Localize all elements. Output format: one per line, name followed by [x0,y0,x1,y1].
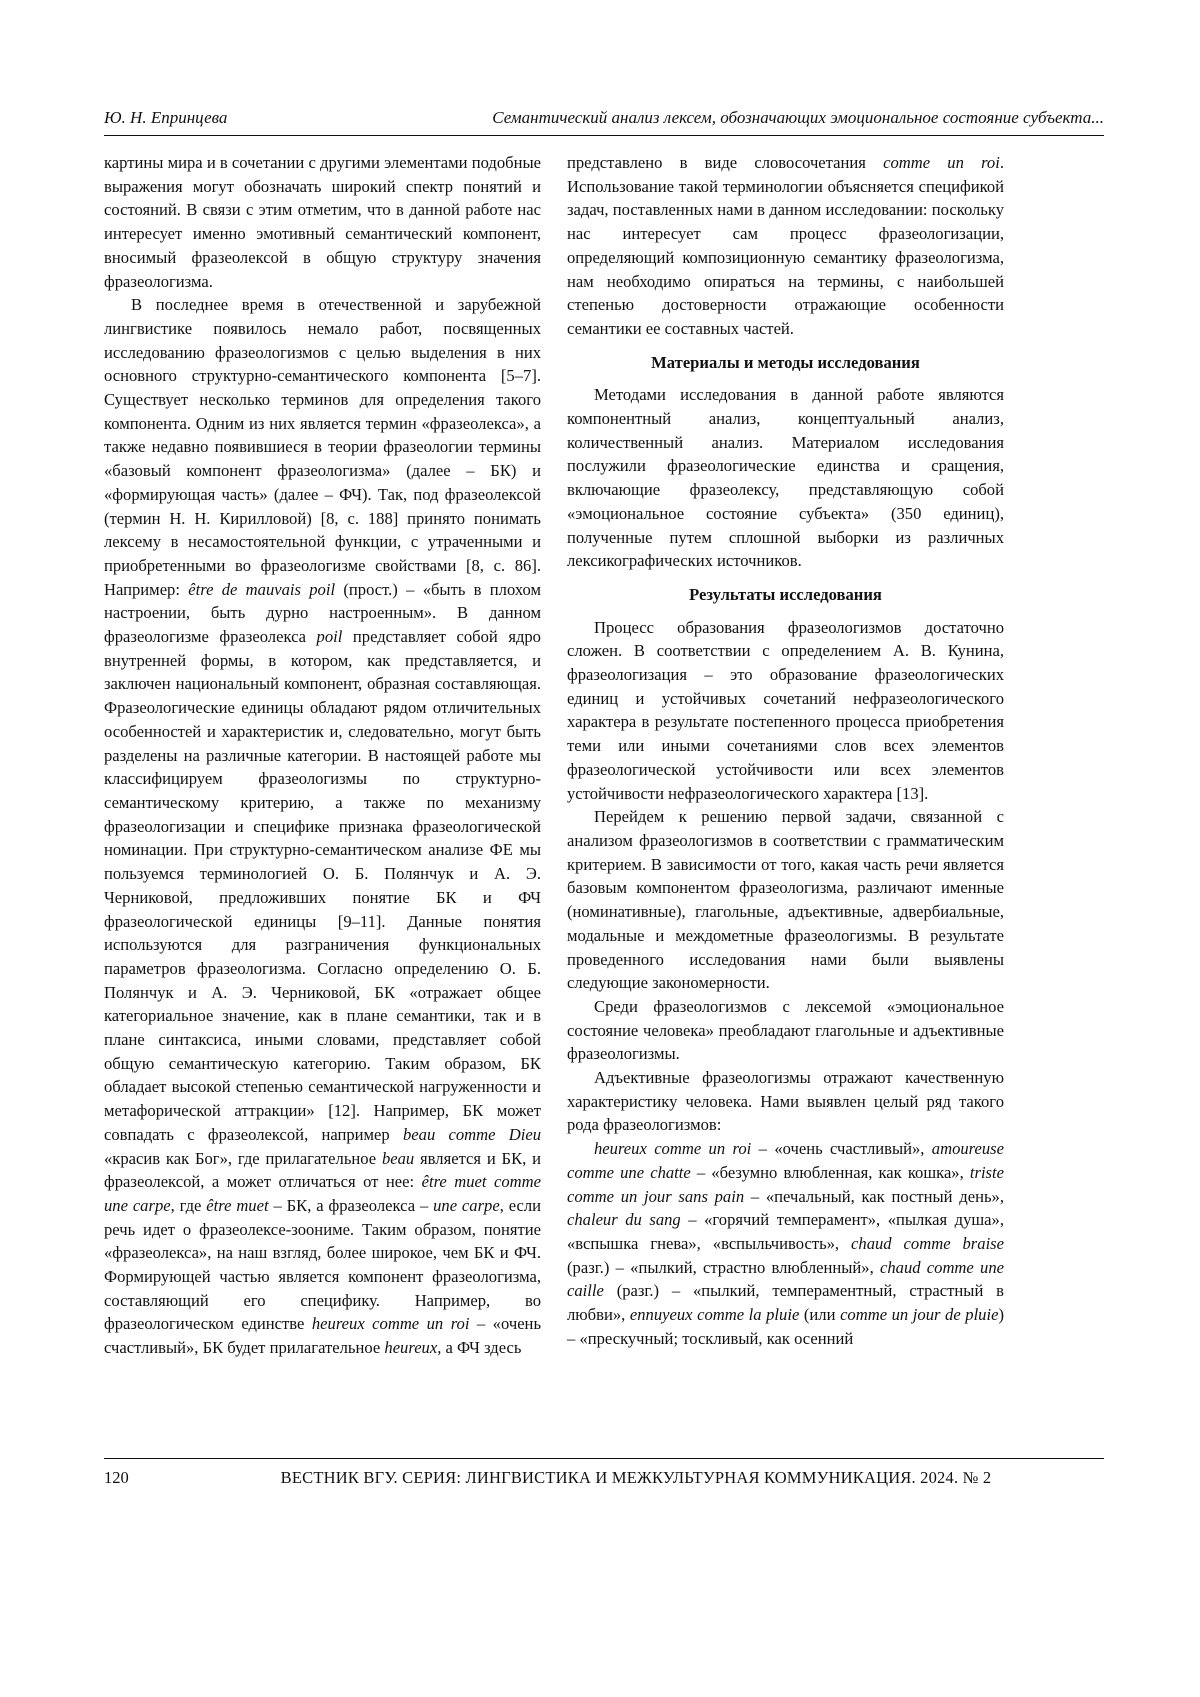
text-run: а ФЧ здесь [441,1338,522,1358]
italic-phrase: heureux comme un roi [594,1139,752,1159]
footer-journal: ВЕСТНИК ВГУ. СЕРИЯ: ЛИНГВИСТИКА И МЕЖКУЛЬТУРНАЯ КОММУНИКАЦИЯ. 2024. № 2 [280,1468,992,1487]
paragraph [567,1137,1004,1350]
paragraph [104,293,541,1360]
text-run: – «горячий темперамент», «пылкая душа», «вспышка гнева», «вспыльчивость», [567,1210,1004,1253]
text-run: – «очень счастливый», [751,1139,932,1159]
text-run: Методами исследования в данной работе являются компонентный анализ, концептуальный анализ, количественный анализ. Материалом исследования послужили фразеологические единства и сращения, включающие фразеолексу, представляющую собой «эмоциональное состояние субъекта» (350 единиц), полученные путем сплошной выборки из различных лексикографических источников. [567,385,1004,571]
italic-phrase: ennuyeux comme la pluie [629,1305,800,1325]
text-run: – БК, а фразеолекса – [268,1195,434,1215]
italic-phrase: amoureuse comme une chatte [567,1139,1004,1182]
text-run: картины мира и в сочетании с другими элементами подобные выражения могут обозначать широкий спектр понятий и состояний. В связи с этим отметим, что в данной работе нас интересует именно эмотивный семантический компонент, вносимый фразеолексой в общую структуру значения фразеологизма. [104,153,541,291]
italic-phrase: être de mauvais poil [188,579,336,599]
page-header [104,108,1104,136]
text-run: «красив как Бог», где прилагательное [104,1148,382,1168]
italic-phrase: être muet comme une carpe [104,1172,541,1215]
column-left [104,151,541,1457]
text-run: Адъективные фразеологизмы отражают качественную характеристику человека. Нами выявлен целый ряд такого рода фразеологизмов: [567,1068,1004,1135]
italic-phrase: poil [316,627,343,647]
paragraph [567,151,1004,341]
text-run: (разг.) – «пылкий, темпераментный, страстный в любви», [567,1281,1004,1325]
italic-phrase: chaleur du sang [567,1210,681,1230]
text-run: ) – «прескучный; тоскливый, как осенний [567,1305,1004,1348]
italic-phrase: une carpe [433,1195,500,1215]
italic-phrase: comme un jour de pluie [840,1305,999,1325]
text-run: В последнее время в отечественной и зарубежной лингвистике появилось немало работ, посвященных исследованию фразеологизмов с целью выделения в них основного структурно-семантического компонента [5–7]. Существует несколько терминов для определения такого компонента. Одним из них является термин «фразеолекса», а также недавно появившиеся в теории фразеологии термины «базовый компонент фразеологизма» (далее – БК) и «формирующая часть» (далее – ФЧ). Так, под фразеолексой (термин Н. Н. Кирилловой) [8, с. 188] принято понимать лексему в несамостоятельной функции, с утраченными и приобретенными во фразеологизме свойствами [8, с. 86]. Например: [104,295,541,599]
paragraph [567,995,1004,1066]
italic-phrase: beau comme Dieu [402,1124,542,1144]
section-heading: Результаты исследования [689,584,882,604]
italic-phrase: heureux comme un roi [311,1314,470,1334]
text-run: является и БК, и фразеолексой, а может отличаться от нее: [104,1148,541,1192]
italic-phrase: triste comme un jour sans pain [567,1162,1004,1206]
text-run: , где [170,1195,207,1215]
italic-phrase: heureux, [384,1338,442,1358]
text-run: Перейдем к решению первой задачи, связанной с анализом фразеологизмов в соответствии с грамматическим критерием. В зависимости от того, какая часть речи является базовым компонентом фразеологизма, различают именные (номинативные), глагольные, адъективные, адвербиальные, модальные и междометные фразеологизмы. В результате проведенного исследования нами были выявлены следующие закономерности. [567,807,1004,993]
header-author: Ю. Н. Епринцева [104,108,228,127]
text-run: представлено в виде словосочетания [567,153,884,172]
paragraph [567,383,1004,573]
footer-page-number: 120 [104,1468,129,1487]
text-run: (прост.) – «быть в плохом настроении, быть дурно настроенным». В данном фразеологизме фразеолекса [104,579,541,647]
italic-phrase: être muet [206,1195,269,1215]
italic-phrase: chaud comme une caille [567,1257,1004,1301]
italic-phrase: chaud comme braise [851,1233,1004,1253]
text-run: представляет собой ядро внутренней формы, в котором, как представляется, и заключен национальный компонент, образная составляющая. Фразеологические единицы обладают рядом отличительных особенностей и характеристик и, следовательно, могут быть разделены на различные категории. В настоящей работе мы классифицируем фразеологизмы по структурно-семантическому критерию, а также по механизму фразеологизации и специфике признака фразеологической номинации. При структурно-семантическом анализе ФЕ мы пользуемся терминологией О. Б. Полянчук и А. Э. Черниковой, предложивших понятие БК и ФЧ фразеологической единицы [9–11]. Данные понятия используются для разграничения функциональных параметров фразеологизма. Согласно определению О. Б. Полянчук и А. Э. Черниковой, БК «отражает общее категориальное значение, как в плане семантики, так и в плане синтаксиса, иными словами, представляет собой общую семантическую категорию. Таким образом, БК обладает высокой степенью семантической нагруженности и метафорической аттракции» [12]. Например, БК может совпадать с фразеолексой, например [104,627,541,1144]
italic-phrase: beau [381,1148,415,1168]
page-footer [104,1458,1104,1488]
text-run: – «очень счастливый», БК будет прилагательное [104,1314,542,1358]
paragraph [567,1066,1004,1137]
text-run: – «печальный, как постный день», [744,1186,1004,1206]
content [104,151,1104,1457]
text-run: . Использование такой терминологии объясняется спецификой задач, поставленных нами в данном исследовании: поскольку нас интересует сам процесс фразеологизации, определяющий композиционную семантику фразеологизма, нам необходимо опираться на термины, с наибольшей степенью достоверности отражающие особенности семантики ее составных частей. [567,153,1004,338]
text-run: Среди фразеологизмов с лексемой «эмоциональное состояние человека» преобладают глагольные и адъективные фразеологизмы. [567,996,1004,1064]
text-run: (разг.) – «пылкий, страстно влюбленный», [567,1257,880,1277]
text-run: , если речь идет о фразеолексе-зоониме. Таким образом, понятие «фразеолекса», на наш взгляд, более широкое, чем БК и ФЧ. Формирующей частью является компонент фразеологизма, составляющий его специфику. Например, во фразеологическом единстве [104,1195,542,1334]
paragraph [104,151,541,293]
italic-phrase: comme un roi [883,153,1000,172]
section-heading: Материалы и методы исследования [651,352,920,372]
paragraph [567,616,1004,806]
text-run: – «безумно влюбленная, как кошка», [690,1162,970,1182]
text-run: Процесс образования фразеологизмов достаточно сложен. В соответствии с определением А. В. Кунина, фразеологизация – это образование фразеологических единиц и устойчивых сочетаний нефразеологического характера в результате постепенного процесса приобретения теми или иными сочетаниями слов всех элементов фразеологической устойчивости или всех элементов устойчивости нефразеологического характера [13]. [567,617,1004,803]
header-running-title: Семантический анализ лексем, обозначающих эмоциональное состояние субъекта... [492,108,1104,127]
column-right [567,151,1004,1457]
paragraph [567,805,1004,995]
text-run: (или [799,1305,841,1325]
